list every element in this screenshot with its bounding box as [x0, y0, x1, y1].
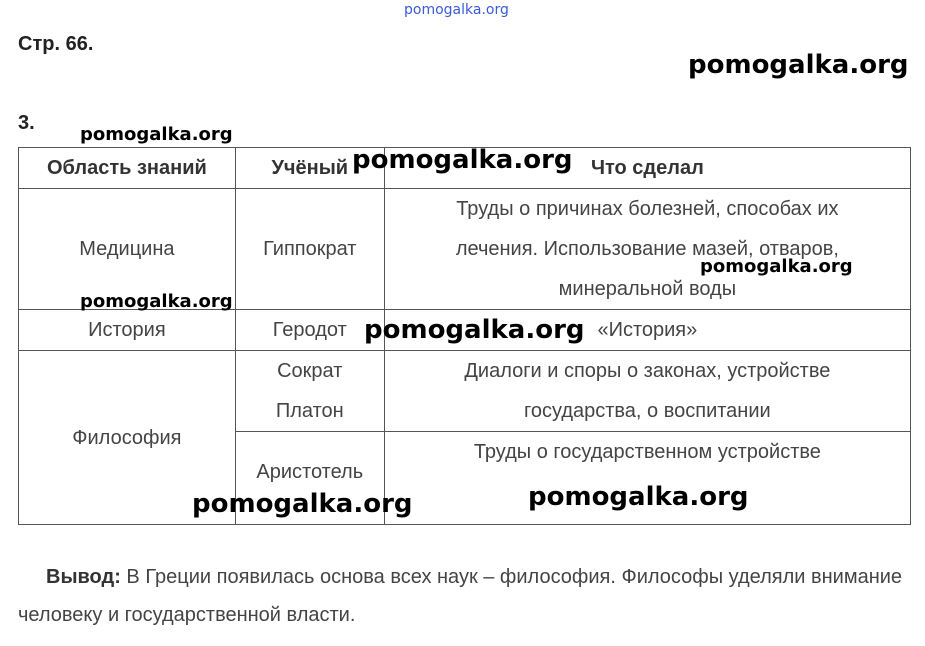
header-deed: Что сделал	[384, 148, 910, 189]
conclusion-text: В Греции появилась основа всех наук – философия. Философы уделяли внимание человеку и государственной власти.	[18, 566, 903, 626]
watermark-table-bottom-left: pomogalka.org	[192, 489, 413, 519]
watermark-header: pomogalka.org	[688, 50, 909, 80]
table-row	[19, 351, 911, 432]
watermark-top: pomogalka.org	[404, 2, 509, 18]
scientist-hippocrates: Гиппократ	[235, 189, 384, 310]
scientists-socrates-plato	[235, 351, 384, 432]
header-scientist: Учёный	[235, 148, 384, 189]
deed-line: минеральной воды	[558, 278, 737, 300]
field-philosophy: Философия	[19, 351, 236, 525]
watermark-small-2: pomogalka.org	[700, 256, 853, 277]
deed-line: лечения. Использование мазей, отваров,	[455, 238, 839, 260]
scientist-socrates: Сократ	[277, 360, 343, 382]
watermark-table-mid: pomogalka.org	[364, 315, 585, 345]
deed-line: Труды о причинах болезней, способах их	[456, 198, 839, 220]
scientist-aristotle: Аристотель	[235, 432, 384, 525]
header-field: Область знаний	[19, 148, 236, 189]
deed-medicine	[384, 189, 910, 310]
conclusion	[18, 558, 918, 634]
deed-philosophy-1	[384, 351, 910, 432]
deed-history: «История»	[384, 310, 910, 351]
task-number: 3.	[18, 112, 35, 134]
scientist-herodotus: Геродот	[235, 310, 384, 351]
watermark-small-3: pomogalka.org	[80, 291, 233, 312]
conclusion-label: Вывод:	[46, 566, 121, 588]
deed-philosophy-2: Труды о государственном устройстве	[384, 432, 910, 525]
watermark-table-bottom-right: pomogalka.org	[528, 482, 749, 512]
scientist-plato: Платон	[275, 400, 344, 422]
field-medicine: Медицина	[19, 189, 236, 310]
field-history: История	[19, 310, 236, 351]
page-label: Стр. 66.	[18, 33, 94, 55]
watermark-table-header: pomogalka.org	[352, 145, 573, 175]
deed-line: Диалоги и споры о законах, устройстве	[464, 360, 831, 382]
deed-line: государства, о воспитании	[524, 400, 771, 422]
watermark-small-1: pomogalka.org	[80, 124, 233, 145]
